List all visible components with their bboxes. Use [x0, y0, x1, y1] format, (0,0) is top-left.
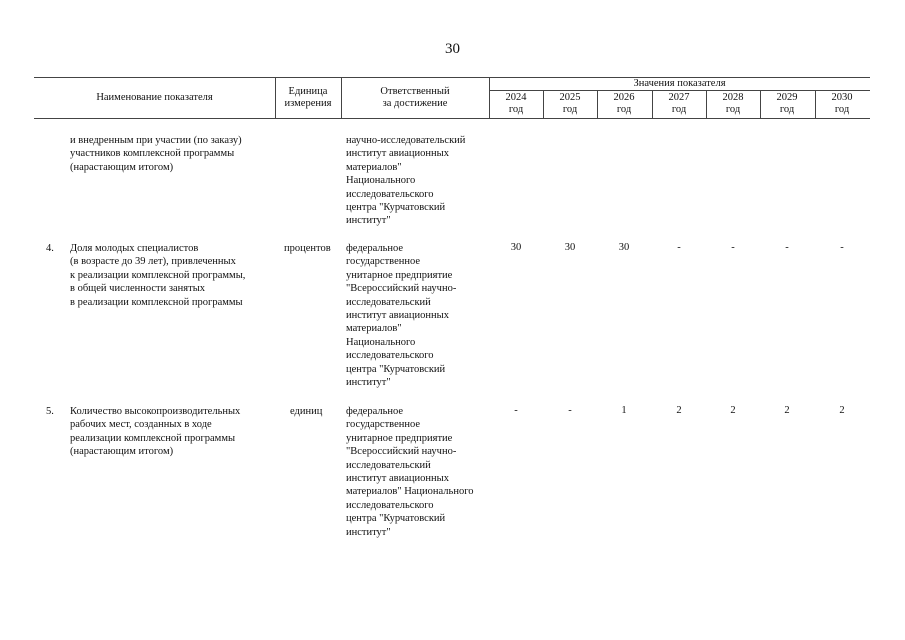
header-responsible-line1: Ответственный: [380, 86, 450, 97]
header-unit-line1: Единица: [288, 86, 328, 97]
year-suffix: год: [508, 104, 524, 115]
row-name: Количество высокопроизводительных рабочих мест, созданных в ходе реализации комплексной программы (нарастающим итогом): [70, 406, 241, 458]
year-label: 2028: [722, 92, 744, 103]
year-2028: [706, 92, 760, 116]
header-values-title: Значения показателя: [633, 78, 726, 89]
value-2024: 30: [510, 242, 522, 253]
header-responsible-line2: за достижение: [382, 98, 448, 109]
year-2024: [489, 92, 543, 116]
value-2028: -: [731, 242, 735, 253]
row-responsible: федеральное государственное унитарное предприятие "Всероссийский научно- исследовательский институт авиационных материалов" Национального исследовательского центра "Курчатовский институт": [346, 406, 474, 538]
value-2030: 2: [839, 405, 845, 416]
year-suffix: год: [616, 104, 632, 115]
year-label: 2025: [559, 92, 581, 103]
year-suffix: год: [834, 104, 850, 115]
row-name: Доля молодых специалистов (в возрасте до 39 лет), привлеченных к реализации комплексной программы, в общей численности занятых в реализации комплексной программы: [70, 243, 246, 308]
year-suffix: год: [562, 104, 578, 115]
year-2030: [815, 92, 869, 116]
year-2027: [652, 92, 706, 116]
header-unit-line2: измерения: [284, 98, 332, 109]
row-responsible: федеральное государственное унитарное предприятие "Всероссийский научно- исследовательский институт авиационных материалов" Национального исследовательского центра "Курчатовский институт": [346, 243, 457, 389]
year-suffix: год: [725, 104, 741, 115]
year-suffix: год: [779, 104, 795, 115]
page-number: 30: [445, 41, 460, 57]
years-divider: [489, 90, 870, 91]
value-2025: 30: [564, 242, 576, 253]
header-unit: [275, 86, 341, 110]
year-label: 2026: [613, 92, 635, 103]
year-label: 2024: [505, 92, 527, 103]
value-2024: -: [514, 405, 518, 416]
value-2026: 1: [621, 405, 627, 416]
row-responsible: научно-исследовательский институт авиационных материалов" Национального исследовательского центра "Курчатовский институт": [346, 135, 466, 227]
header-bottom-border: [34, 118, 870, 119]
year-2025: [543, 92, 597, 116]
header-name: Наименование показателя: [96, 92, 213, 103]
value-2028: 2: [730, 405, 736, 416]
year-2029: [760, 92, 814, 116]
value-2026: 30: [618, 242, 630, 253]
row-number: 4.: [46, 243, 54, 254]
value-2027: 2: [676, 405, 682, 416]
row-number: 5.: [46, 406, 54, 417]
header-responsible: [341, 86, 489, 110]
row-unit: единиц: [290, 406, 323, 417]
year-label: 2030: [831, 92, 853, 103]
year-label: 2029: [776, 92, 798, 103]
value-2029: 2: [784, 405, 790, 416]
year-2026: [597, 92, 651, 116]
value-2025: -: [568, 405, 572, 416]
row-name: и внедренным при участии (по заказу) участников комплексной программы (нарастающим итогом): [70, 135, 242, 173]
value-2030: -: [840, 242, 844, 253]
year-suffix: год: [671, 104, 687, 115]
row-unit: процентов: [284, 243, 331, 254]
value-2027: -: [677, 242, 681, 253]
year-label: 2027: [668, 92, 690, 103]
value-2029: -: [785, 242, 789, 253]
